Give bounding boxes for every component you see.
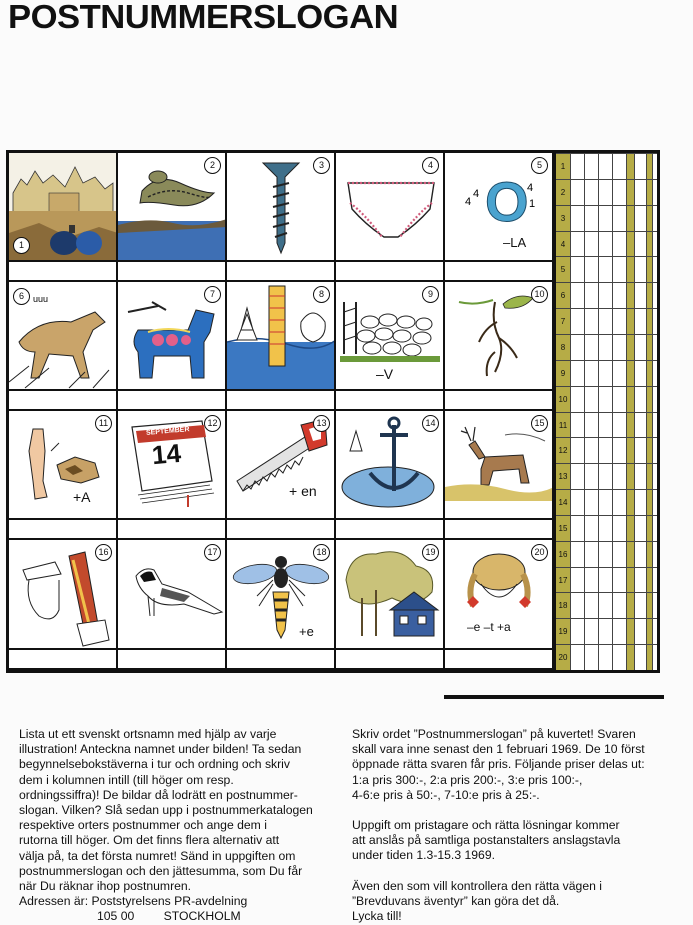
grid-row-number: 18 <box>558 601 568 611</box>
grid-row[interactable] <box>556 412 657 439</box>
answer-box-11[interactable] <box>9 520 118 540</box>
grid-row[interactable] <box>556 231 657 258</box>
picture-grid <box>9 153 554 670</box>
answer-box-9[interactable] <box>336 391 445 411</box>
answer-box-14[interactable] <box>336 520 445 540</box>
grid-row-number: 4 <box>560 239 566 249</box>
picture-3-screw <box>227 153 336 262</box>
instruction-line: Lista ut ett svenskt ortsnamn med hjälp av varje <box>19 727 277 741</box>
picture-8-water-gauge <box>227 282 336 391</box>
grid-row[interactable] <box>556 567 657 594</box>
picture-2-snake <box>118 153 227 262</box>
grid-row-number: 14 <box>558 498 568 508</box>
picture-15-deer <box>445 411 554 520</box>
grid-row-number: 2 <box>560 187 566 197</box>
grid-row[interactable] <box>556 386 657 413</box>
grid-row-number: 13 <box>558 472 568 482</box>
picture-number: 8 <box>313 286 330 303</box>
picture-7-dala-horse <box>118 282 227 391</box>
picture-number: 18 <box>313 544 330 561</box>
picture-number: 16 <box>95 544 112 561</box>
picture-16-man-with-pipe <box>9 540 118 650</box>
grid-row-number: 10 <box>558 394 568 404</box>
calendar-day: 14 <box>150 437 183 471</box>
instruction-line: begynnelsebokstäverna i tur och ordning och skriv <box>19 757 290 772</box>
picture-number: 5 <box>531 157 548 174</box>
picture-19-cottage <box>336 540 445 650</box>
grid-row[interactable] <box>556 256 657 283</box>
rules-line: 4-6:e pris à 50:-, 7-10:e pris à 25:-. <box>352 787 540 802</box>
caption-plus-en: + en <box>289 483 317 499</box>
grid-row[interactable] <box>556 153 657 180</box>
picture-number: 12 <box>204 415 221 432</box>
caption-plus-e: +e <box>299 624 314 639</box>
caption-e-t-a: –e –t +a <box>467 620 511 634</box>
grid-row[interactable] <box>556 541 657 568</box>
picture-11-leg-and-stones <box>9 411 118 520</box>
picture-1-town <box>9 153 118 262</box>
picture-number: 15 <box>531 415 548 432</box>
instruction-line: respektive orters postnummer och ange dem i <box>19 818 267 833</box>
grid-row-number: 15 <box>558 523 568 533</box>
picture-number: 3 <box>313 157 330 174</box>
instruction-line: dem i kolumnen intill (till höger om resp. <box>19 772 234 787</box>
divider-rule <box>444 695 664 699</box>
instruction-line: välja på, ta det första numret! Sänd in uppgiften om <box>19 848 296 863</box>
grid-row[interactable] <box>556 515 657 542</box>
instruction-line: slogan. Vilken? Slå sedan upp i postnummerkatalogen <box>19 803 313 818</box>
grid-row[interactable] <box>556 179 657 206</box>
rules-line: skall vara inne senast den 1 februari 1969. De 10 först <box>352 742 645 757</box>
rules-line: Även den som vill kontrollera den rätta vägen i <box>352 878 602 893</box>
picture-12-calendar <box>118 411 227 520</box>
address-postcode: 105 00 <box>97 909 135 924</box>
grid-row[interactable] <box>556 334 657 361</box>
picture-13-saw <box>227 411 336 520</box>
picture-number: 1 <box>13 237 30 254</box>
address-line <box>19 894 349 909</box>
answer-box-10[interactable] <box>445 391 554 411</box>
answer-box-17[interactable] <box>118 650 227 670</box>
grid-row[interactable] <box>556 592 657 619</box>
grid-row[interactable] <box>556 644 657 671</box>
instructions-right <box>352 727 687 924</box>
instruction-line: illustration! Anteckna namnet under bilden! Ta sedan <box>19 742 302 757</box>
rules-line: Skriv ordet ”Postnummerslogan” på kuvertet! Svaren <box>352 727 636 741</box>
picture-10-root <box>445 282 554 391</box>
picture-17-wagtail <box>118 540 227 650</box>
answer-box-6[interactable] <box>9 391 118 411</box>
puzzle-grid <box>6 150 660 673</box>
caption-minus-la: –LA <box>503 235 527 250</box>
svg-text:4: 4 <box>527 182 534 194</box>
picture-number: 7 <box>204 286 221 303</box>
grid-row[interactable] <box>556 463 657 490</box>
grid-row-number: 3 <box>560 213 566 223</box>
picture-18-wasp <box>227 540 336 650</box>
picture-number: 11 <box>95 415 112 432</box>
address-city: STOCKHOLM <box>163 909 241 924</box>
instruction-line: ordningssiffra)! De bildar då lodrätt en postnummer- <box>19 787 298 802</box>
picture-number: 10 <box>531 286 548 303</box>
answer-grid[interactable] <box>554 153 657 670</box>
grid-row[interactable] <box>556 489 657 516</box>
address-city-line <box>19 909 349 924</box>
picture-number: 4 <box>422 157 439 174</box>
instruction-line: när Du räknar ihop postnumren. <box>19 879 192 894</box>
grid-row[interactable] <box>556 308 657 335</box>
picture-9-stone-wall <box>336 282 445 391</box>
instruction-line: postnummerslogan och den jättesumma, som Du får <box>19 863 303 878</box>
svg-text:4: 4 <box>473 188 480 200</box>
grid-row-number: 12 <box>558 446 568 456</box>
answer-box-7[interactable] <box>118 391 227 411</box>
answer-box-16[interactable] <box>9 650 118 670</box>
grid-row[interactable] <box>556 282 657 309</box>
grid-row-number: 11 <box>558 420 568 430</box>
picture-4-underwear <box>336 153 445 262</box>
rules-line: under tiden 1.3-15.3 1969. <box>352 848 495 863</box>
grid-row-number: 9 <box>560 368 566 378</box>
answer-box-13[interactable] <box>227 520 336 540</box>
grid-row-number: 8 <box>560 342 566 352</box>
grid-row-number: 16 <box>558 549 568 559</box>
picture-number: 14 <box>422 415 439 432</box>
rules-line: ”Brevduvans äventyr” kan göra det då. <box>352 893 560 908</box>
grid-row[interactable] <box>556 437 657 464</box>
rules-line: att anslås på samtliga postanstalters anslagstavla <box>352 833 621 848</box>
picture-5-letter-o <box>445 153 554 262</box>
caption-plus-a: +A <box>73 489 91 505</box>
svg-text:1: 1 <box>529 198 536 210</box>
answer-box-4[interactable] <box>336 262 445 282</box>
picture-number: 13 <box>313 415 330 432</box>
answer-box-12[interactable] <box>118 520 227 540</box>
grid-row-number: 1 <box>560 162 566 171</box>
grid-row-number: 17 <box>558 575 568 585</box>
picture-number: 9 <box>422 286 439 303</box>
answer-box-3[interactable] <box>227 262 336 282</box>
rules-line: öppnade rätta svaren får pris. Följande priser delas ut: <box>352 757 645 772</box>
picture-14-anchor <box>336 411 445 520</box>
answer-box-5[interactable] <box>445 262 554 282</box>
rules-line: Lycka till! <box>352 909 402 924</box>
instruction-line: rutorna till höger. Om det finns flera alternativ att <box>19 833 280 848</box>
grid-row[interactable] <box>556 360 657 387</box>
caption-minus-v: –V <box>376 366 394 382</box>
answer-box-20[interactable] <box>445 650 554 670</box>
picture-number: 6 <box>13 288 30 305</box>
picture-number: 19 <box>422 544 439 561</box>
answer-box-15[interactable] <box>445 520 554 540</box>
letter-o: O <box>485 170 529 233</box>
instructions-left <box>19 727 349 925</box>
grid-row-number: 6 <box>560 291 566 301</box>
answer-box-8[interactable] <box>227 391 336 411</box>
calendar-month: SEPTEMBER <box>145 426 190 437</box>
picture-number: 20 <box>531 544 548 561</box>
rules-line: Uppgift om pristagare och rätta lösningar kommer <box>352 818 620 833</box>
answer-box-18[interactable] <box>227 650 336 670</box>
picture-20-girl-braids <box>445 540 554 650</box>
address-label: Adressen är: <box>19 894 89 909</box>
picture-number: 17 <box>204 544 221 561</box>
grid-row[interactable] <box>556 205 657 232</box>
address-org: Poststyrelsens PR-avdelning <box>91 894 248 909</box>
rules-line: 1:a pris 300:-, 2:a pris 200:-, 3:e pris 100:-, <box>352 772 583 787</box>
answer-box-1[interactable] <box>9 262 118 282</box>
picture-6-wolf <box>9 282 118 391</box>
answer-box-19[interactable] <box>336 650 445 670</box>
svg-text:uuu: uuu <box>33 294 49 304</box>
grid-row-number: 7 <box>560 317 566 327</box>
grid-row-number: 5 <box>560 265 566 275</box>
picture-number: 2 <box>204 157 221 174</box>
svg-text:4: 4 <box>465 196 472 208</box>
answer-box-2[interactable] <box>118 262 227 282</box>
page-title: POSTNUMMERSLOGAN <box>8 0 399 35</box>
grid-row-number: 19 <box>558 627 568 637</box>
grid-row-number: 20 <box>558 653 568 663</box>
grid-row[interactable] <box>556 618 657 645</box>
